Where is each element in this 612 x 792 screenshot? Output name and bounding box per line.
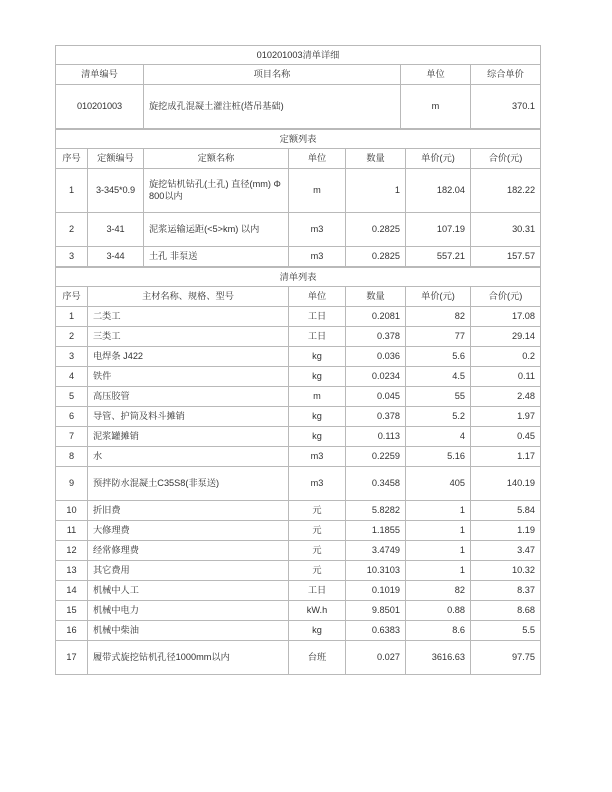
material-index: 4 — [56, 366, 88, 386]
material-price: 4.5 — [406, 366, 471, 386]
item-unit: m — [401, 84, 471, 128]
material-price: 405 — [406, 466, 471, 500]
material-qty: 0.027 — [346, 640, 406, 674]
material-unit: 工日 — [289, 580, 346, 600]
material-qty: 3.4749 — [346, 540, 406, 560]
material-name: 三类工 — [88, 326, 289, 346]
material-index: 17 — [56, 640, 88, 674]
material-total: 10.32 — [471, 560, 541, 580]
material-index: 3 — [56, 346, 88, 366]
quota-total: 182.22 — [471, 168, 541, 212]
detail-sheet — [55, 45, 540, 675]
material-total: 8.37 — [471, 580, 541, 600]
material-price: 4 — [406, 426, 471, 446]
material-unit: 工日 — [289, 326, 346, 346]
quota-name: 土孔 非泵送 — [144, 246, 289, 266]
material-unit: kg — [289, 346, 346, 366]
item-price: 370.1 — [471, 84, 541, 128]
quota-unit: m — [289, 168, 346, 212]
material-total: 3.47 — [471, 540, 541, 560]
material-price: 1 — [406, 500, 471, 520]
material-name: 水 — [88, 446, 289, 466]
material-name: 预拌防水混凝土C35S8(非泵送) — [88, 466, 289, 500]
list-banner-title: 清单列表 — [56, 267, 541, 286]
material-total: 5.5 — [471, 620, 541, 640]
material-unit: 元 — [289, 540, 346, 560]
item-table-header-row — [56, 65, 541, 84]
material-qty: 0.378 — [346, 406, 406, 426]
material-unit: kg — [289, 406, 346, 426]
material-name: 机械中电力 — [88, 600, 289, 620]
material-total: 1.17 — [471, 446, 541, 466]
material-list-table — [55, 267, 541, 675]
item-name: 旋挖成孔混凝土灌注桩(塔吊基础) — [144, 84, 401, 128]
material-index: 11 — [56, 520, 88, 540]
quota-price: 182.04 — [406, 168, 471, 212]
material-total: 1.19 — [471, 520, 541, 540]
material-unit: m3 — [289, 466, 346, 500]
quota-index: 3 — [56, 246, 88, 266]
material-unit: m3 — [289, 446, 346, 466]
material-price: 1 — [406, 560, 471, 580]
material-total: 5.84 — [471, 500, 541, 520]
material-name: 折旧费 — [88, 500, 289, 520]
material-price: 82 — [406, 580, 471, 600]
table-row — [56, 500, 541, 520]
document-banner-row — [56, 46, 541, 65]
material-price: 8.6 — [406, 620, 471, 640]
material-qty: 0.045 — [346, 386, 406, 406]
material-index: 6 — [56, 406, 88, 426]
table-row — [56, 346, 541, 366]
list-header-row — [56, 287, 541, 306]
material-unit: kg — [289, 620, 346, 640]
document-banner-title: 010201003清单详细 — [56, 46, 541, 65]
material-index: 10 — [56, 500, 88, 520]
table-row — [56, 426, 541, 446]
header-item-code: 清单编号 — [56, 65, 144, 84]
material-name: 电焊条 J422 — [88, 346, 289, 366]
material-qty: 10.3103 — [346, 560, 406, 580]
quota-list-table — [55, 129, 541, 267]
material-name: 机械中人工 — [88, 580, 289, 600]
material-qty: 0.3458 — [346, 466, 406, 500]
table-row — [56, 560, 541, 580]
material-qty: 0.2259 — [346, 446, 406, 466]
material-index: 1 — [56, 306, 88, 326]
quota-index: 2 — [56, 212, 88, 246]
material-qty: 0.036 — [346, 346, 406, 366]
quota-qty: 0.2825 — [346, 212, 406, 246]
material-total: 2.48 — [471, 386, 541, 406]
item-detail-table — [55, 45, 541, 129]
material-name: 其它费用 — [88, 560, 289, 580]
material-qty: 0.0234 — [346, 366, 406, 386]
table-row — [56, 466, 541, 500]
material-name: 经常修理费 — [88, 540, 289, 560]
quota-banner-row — [56, 129, 541, 148]
material-price: 1 — [406, 520, 471, 540]
item-table-row — [56, 84, 541, 128]
quota-name: 泥浆运输运距(<5>km) 以内 — [144, 212, 289, 246]
material-unit: kW.h — [289, 600, 346, 620]
material-total: 97.75 — [471, 640, 541, 674]
table-row — [56, 540, 541, 560]
material-qty: 1.1855 — [346, 520, 406, 540]
quota-total: 30.31 — [471, 212, 541, 246]
table-row — [56, 168, 541, 212]
material-name: 泥浆罐摊销 — [88, 426, 289, 446]
material-price: 1 — [406, 540, 471, 560]
material-name: 机械中柴油 — [88, 620, 289, 640]
material-name: 导管、护筒及料斗摊销 — [88, 406, 289, 426]
material-index: 16 — [56, 620, 88, 640]
material-price: 82 — [406, 306, 471, 326]
material-unit: kg — [289, 366, 346, 386]
table-row — [56, 446, 541, 466]
material-qty: 9.8501 — [346, 600, 406, 620]
material-name: 大修理费 — [88, 520, 289, 540]
material-price: 0.88 — [406, 600, 471, 620]
material-total: 8.68 — [471, 600, 541, 620]
table-row — [56, 640, 541, 674]
header-list-name: 主材名称、规格、型号 — [88, 287, 289, 306]
header-item-unit: 单位 — [401, 65, 471, 84]
table-row — [56, 520, 541, 540]
table-row — [56, 326, 541, 346]
material-name: 二类工 — [88, 306, 289, 326]
header-item-name: 项目名称 — [144, 65, 401, 84]
material-index: 15 — [56, 600, 88, 620]
material-index: 14 — [56, 580, 88, 600]
material-unit: 工日 — [289, 306, 346, 326]
material-index: 12 — [56, 540, 88, 560]
quota-name: 旋挖钻机钻孔(土孔) 直径(mm) Φ800以内 — [144, 168, 289, 212]
quota-unit: m3 — [289, 212, 346, 246]
header-list-price: 单价(元) — [406, 287, 471, 306]
material-qty: 0.113 — [346, 426, 406, 446]
material-unit: 元 — [289, 500, 346, 520]
material-name: 铁件 — [88, 366, 289, 386]
material-qty: 0.2081 — [346, 306, 406, 326]
header-quota-qty: 数量 — [346, 149, 406, 168]
material-index: 2 — [56, 326, 88, 346]
table-row — [56, 306, 541, 326]
material-price: 5.6 — [406, 346, 471, 366]
table-row — [56, 386, 541, 406]
material-index: 5 — [56, 386, 88, 406]
header-item-price: 综合单价 — [471, 65, 541, 84]
quota-qty: 0.2825 — [346, 246, 406, 266]
material-price: 3616.63 — [406, 640, 471, 674]
table-row — [56, 600, 541, 620]
header-list-index: 序号 — [56, 287, 88, 306]
quota-code: 3-345*0.9 — [88, 168, 144, 212]
material-qty: 0.1019 — [346, 580, 406, 600]
quota-price: 557.21 — [406, 246, 471, 266]
material-qty: 0.378 — [346, 326, 406, 346]
header-list-qty: 数量 — [346, 287, 406, 306]
quota-index: 1 — [56, 168, 88, 212]
header-quota-index: 序号 — [56, 149, 88, 168]
material-total: 0.45 — [471, 426, 541, 446]
material-price: 77 — [406, 326, 471, 346]
table-row — [56, 246, 541, 266]
quota-price: 107.19 — [406, 212, 471, 246]
material-price: 5.2 — [406, 406, 471, 426]
material-unit: 元 — [289, 560, 346, 580]
material-qty: 5.8282 — [346, 500, 406, 520]
quota-banner-title: 定额列表 — [56, 129, 541, 148]
material-index: 8 — [56, 446, 88, 466]
table-row — [56, 212, 541, 246]
list-banner-row — [56, 267, 541, 286]
material-name: 高压胶管 — [88, 386, 289, 406]
table-row — [56, 580, 541, 600]
material-name: 履带式旋挖钻机孔径1000mm以内 — [88, 640, 289, 674]
header-quota-total: 合价(元) — [471, 149, 541, 168]
material-total: 29.14 — [471, 326, 541, 346]
material-price: 55 — [406, 386, 471, 406]
header-quota-name: 定额名称 — [144, 149, 289, 168]
header-quota-price: 单价(元) — [406, 149, 471, 168]
header-list-unit: 单位 — [289, 287, 346, 306]
table-row — [56, 366, 541, 386]
material-index: 9 — [56, 466, 88, 500]
header-quota-unit: 单位 — [289, 149, 346, 168]
material-total: 140.19 — [471, 466, 541, 500]
header-quota-code: 定额编号 — [88, 149, 144, 168]
table-row — [56, 406, 541, 426]
material-unit: m — [289, 386, 346, 406]
material-total: 1.97 — [471, 406, 541, 426]
quota-code: 3-44 — [88, 246, 144, 266]
material-price: 5.16 — [406, 446, 471, 466]
header-list-total: 合价(元) — [471, 287, 541, 306]
quota-qty: 1 — [346, 168, 406, 212]
material-qty: 0.6383 — [346, 620, 406, 640]
quota-code: 3-41 — [88, 212, 144, 246]
material-unit: 元 — [289, 520, 346, 540]
quota-header-row — [56, 149, 541, 168]
material-index: 13 — [56, 560, 88, 580]
item-code: 010201003 — [56, 84, 144, 128]
material-index: 7 — [56, 426, 88, 446]
material-unit: kg — [289, 426, 346, 446]
material-unit: 台班 — [289, 640, 346, 674]
table-row — [56, 620, 541, 640]
quota-unit: m3 — [289, 246, 346, 266]
quota-total: 157.57 — [471, 246, 541, 266]
material-total: 17.08 — [471, 306, 541, 326]
material-total: 0.2 — [471, 346, 541, 366]
material-total: 0.11 — [471, 366, 541, 386]
